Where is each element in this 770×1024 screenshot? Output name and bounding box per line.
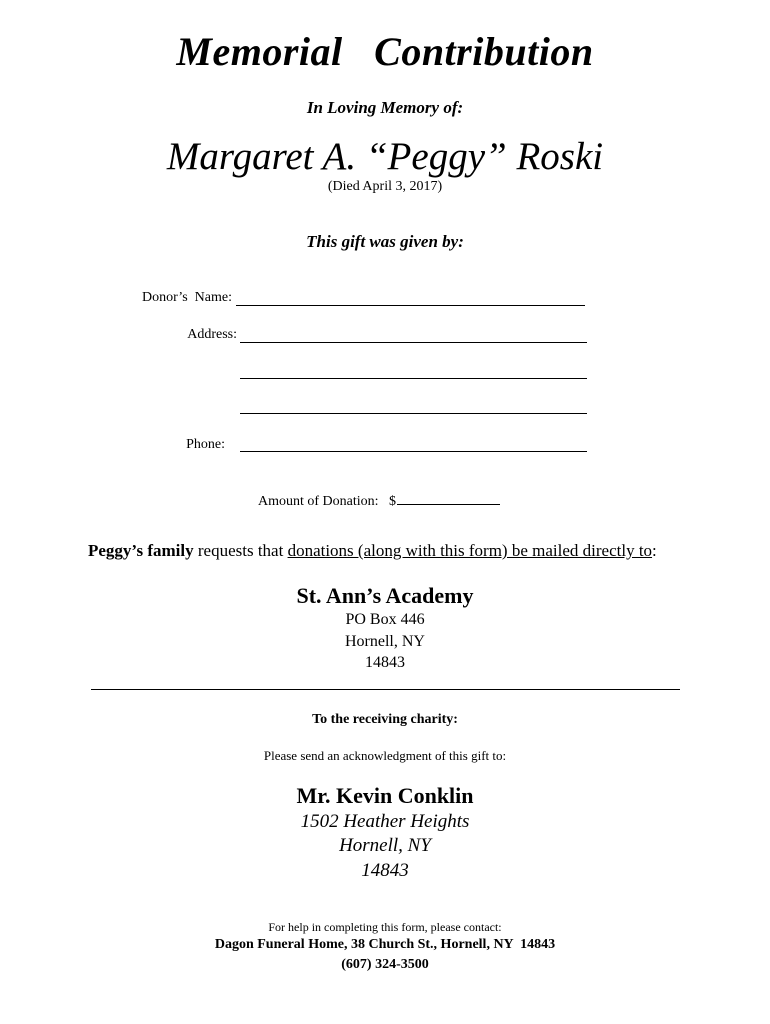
request-text: requests that — [193, 541, 288, 560]
recipient-address-line-2: Hornell, NY — [345, 633, 425, 650]
acknowledge-address-line-2: Hornell, NY — [339, 835, 431, 856]
death-date: (Died April 3, 2017) — [327, 179, 443, 194]
form-title: Memorial Contribution — [176, 29, 594, 74]
donation-amount-label: Amount of Donation: — [258, 494, 379, 509]
funeral-home-contact: Dagon Funeral Home, 38 Church St., Hornell, NY 14843 — [214, 937, 556, 952]
request-end: : — [652, 541, 657, 560]
funeral-home-phone: (607) 324-3500 — [341, 957, 429, 972]
recipient-address-line-1: PO Box 446 — [345, 611, 425, 628]
section-divider — [91, 689, 680, 690]
currency-symbol: $ — [389, 494, 397, 509]
acknowledgment-instruction: Please send an acknowledgment of this gift to: — [263, 748, 507, 763]
help-text: For help in completing this form, please contact: — [268, 920, 502, 934]
recipient-address-line-3: 14843 — [365, 654, 405, 671]
mailing-request — [88, 541, 657, 561]
address-label: Address: — [187, 327, 237, 342]
receiving-charity-label: To the receiving charity: — [312, 712, 458, 727]
donation-amount-row — [258, 492, 500, 510]
donor-name-field[interactable] — [236, 305, 585, 306]
acknowledge-address-line-1: 1502 Heather Heights — [300, 811, 470, 832]
address-field-line-1[interactable] — [240, 342, 587, 343]
acknowledge-address-line-3: 14843 — [361, 860, 409, 881]
phone-label: Phone: — [186, 437, 225, 452]
address-field-line-2[interactable] — [240, 378, 587, 379]
recipient-name: St. Ann’s Academy — [296, 583, 474, 608]
phone-field[interactable] — [240, 451, 587, 452]
request-underlined-text: donations (along with this form) be mailed directly to — [287, 541, 653, 560]
acknowledge-name: Mr. Kevin Conklin — [296, 783, 474, 808]
donor-name-label: Donor’s Name: — [142, 290, 232, 305]
gift-given-by-label: This gift was given by: — [306, 232, 464, 251]
address-field-line-3[interactable] — [240, 413, 587, 414]
donation-amount-field[interactable] — [397, 492, 500, 505]
family-name: Peggy’s family — [88, 541, 194, 560]
deceased-name: Margaret A. “Peggy” Roski — [166, 135, 604, 178]
memory-label: In Loving Memory of: — [306, 98, 464, 117]
